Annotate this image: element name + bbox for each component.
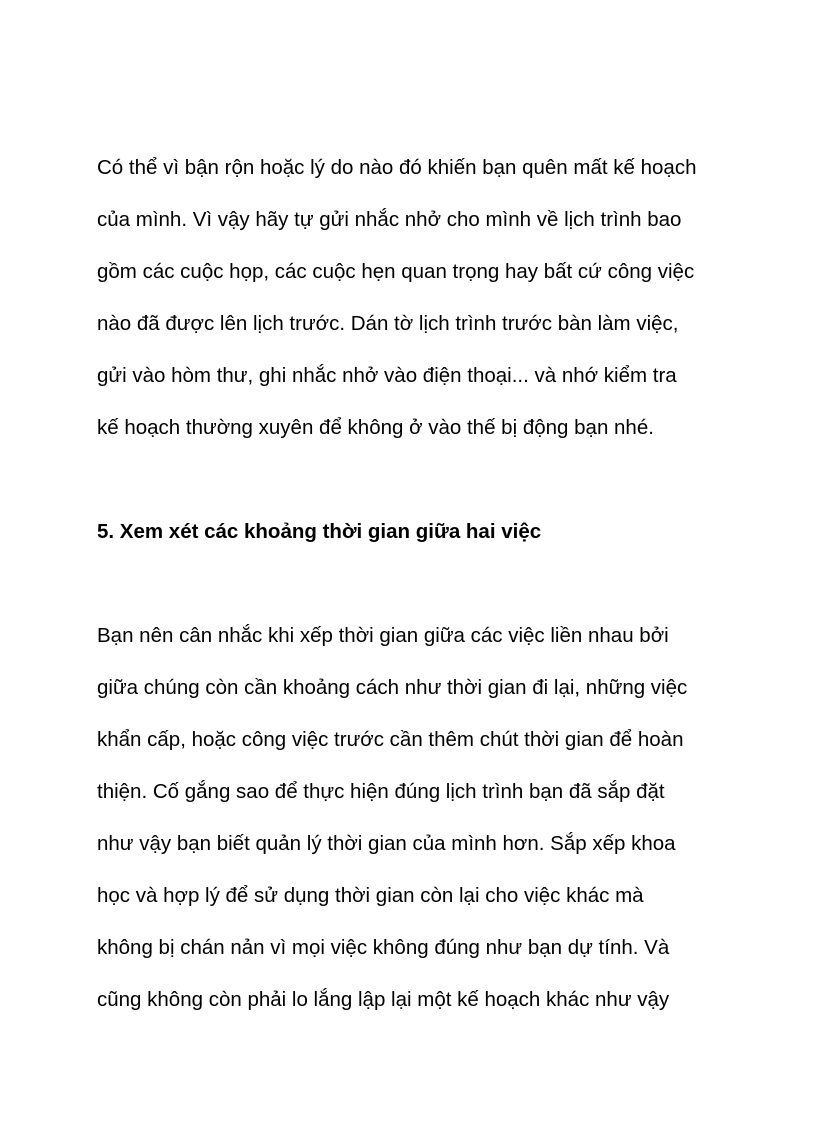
paragraph-1-line-1: Có thể vì bận rộn hoặc lý do nào đó khiến bạn quên mất kế hoạch — [97, 156, 697, 179]
paragraph-2-line-7: không bị chán nản vì mọi việc không đúng như bạn dự tính. Và — [97, 936, 670, 959]
paragraph-2-line-1: Bạn nên cân nhắc khi xếp thời gian giữa các việc liền nhau bởi — [97, 624, 669, 647]
paragraph-2-line-8: cũng không còn phải lo lắng lập lại một kế hoạch khác như vậy — [97, 988, 670, 1011]
paragraph-2-line-2: giữa chúng còn cần khoảng cách như thời gian đi lại, những việc — [97, 676, 688, 699]
paragraph-1-line-6: kế hoạch thường xuyên để không ở vào thế bị động bạn nhé. — [97, 416, 654, 439]
paragraph-1-line-2: của mình. Vì vậy hãy tự gửi nhắc nhở cho mình về lịch trình bao — [97, 208, 682, 231]
section-5-heading: 5. Xem xét các khoảng thời gian giữa hai việc — [97, 520, 542, 543]
paragraph-1-line-3: gồm các cuộc họp, các cuộc hẹn quan trọng hay bất cứ công việc — [97, 260, 695, 283]
paragraph-2-line-5: như vậy bạn biết quản lý thời gian của mình hơn. Sắp xếp khoa — [97, 832, 676, 855]
paragraph-1-line-5: gửi vào hòm thư, ghi nhắc nhở vào điện thoại... và nhớ kiểm tra — [97, 364, 677, 387]
paragraph-1-line-4: nào đã được lên lịch trước. Dán tờ lịch trình trước bàn làm việc, — [97, 312, 679, 335]
paragraph-2-line-6: học và hợp lý để sử dụng thời gian còn lại cho việc khác mà — [97, 884, 644, 907]
paragraph-2-line-4: thiện. Cố gắng sao để thực hiện đúng lịch trình bạn đã sắp đặt — [97, 780, 665, 803]
paragraph-2-line-3: khẩn cấp, hoặc công việc trước cần thêm chút thời gian để hoàn — [97, 728, 684, 751]
